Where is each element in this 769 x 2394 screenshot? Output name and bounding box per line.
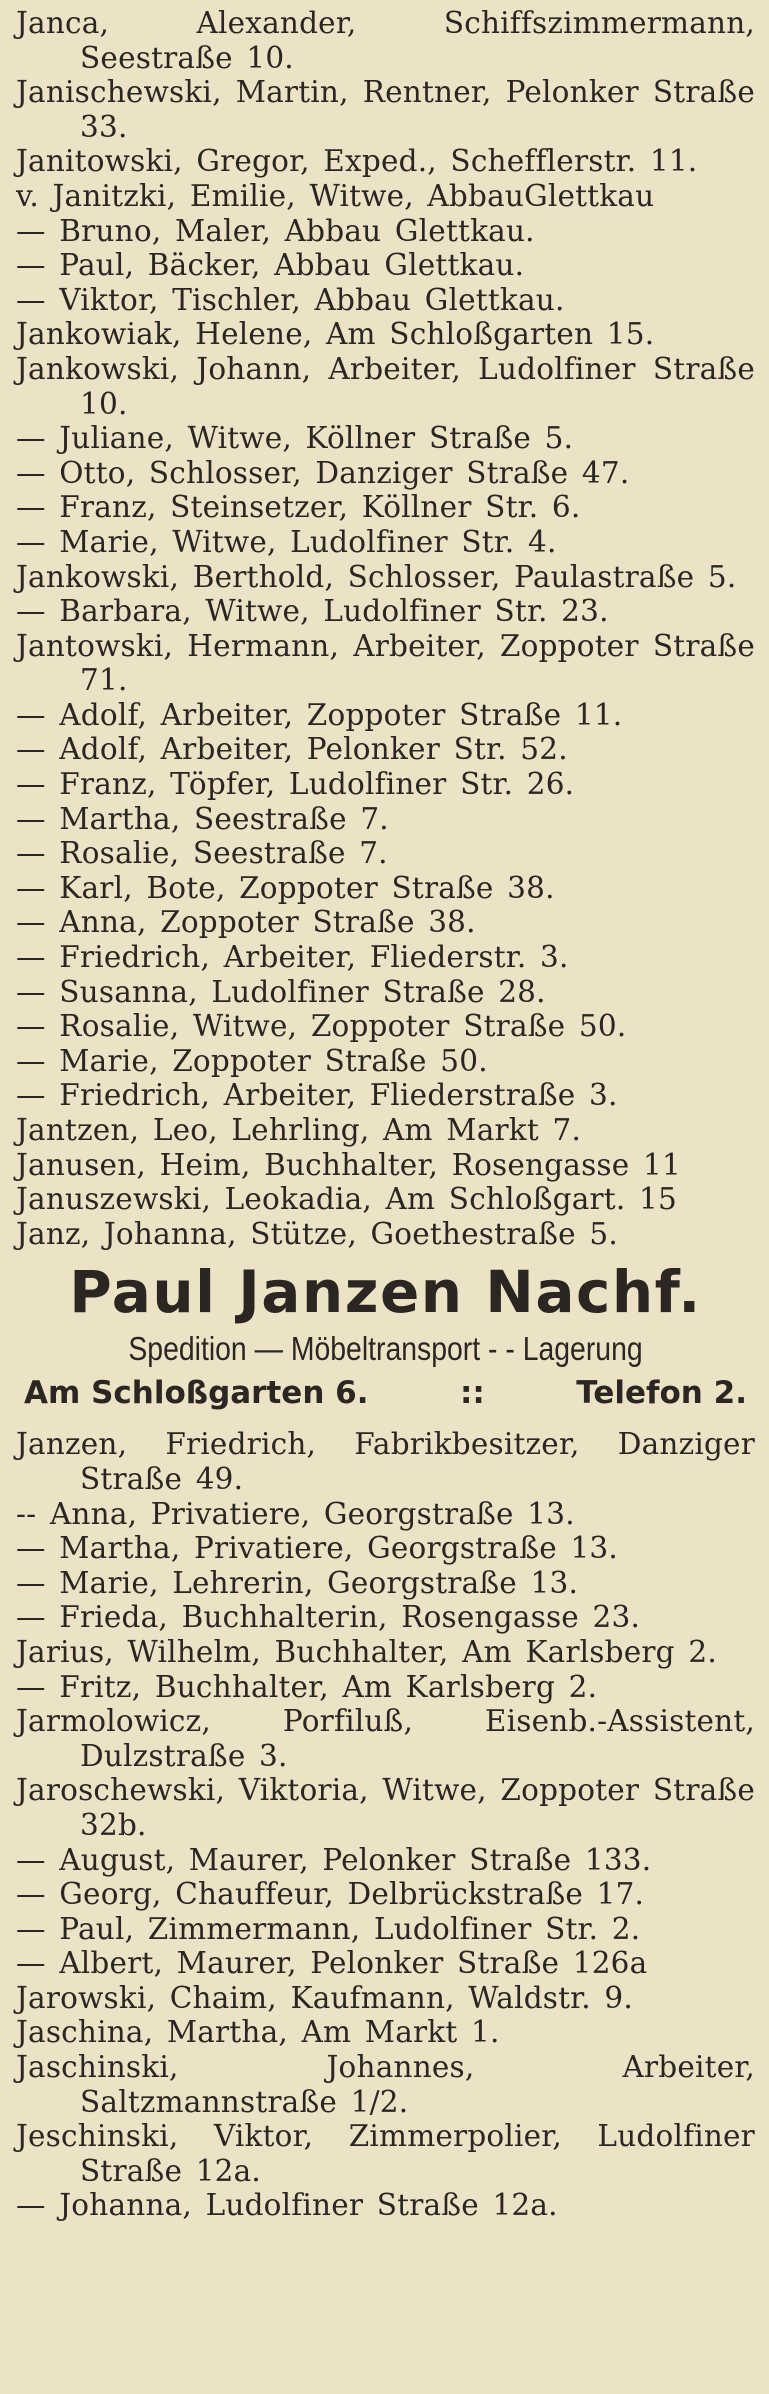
entry: Januszewski, Leokadia, Am Schloßgart. 15 [16,1182,677,1217]
ad-address: Am Schloßgarten 6. [24,1375,369,1412]
entry: — Adolf, Arbeiter, Pelonker Str. 52. [16,732,568,767]
entry: — Martha, Privatiere, Georgstraße 13. [16,1531,618,1566]
entry: Jankowiak, Helene, Am Schloßgarten 15. [16,317,655,352]
entry: Jankowski, Johann, Arbeiter, Ludolfiner Straße 10. [16,351,755,421]
entry: — Marie, Witwe, Ludolfiner Str. 4. [16,524,557,559]
entry: — Otto, Schlosser, Danziger Straße 47. [16,455,630,490]
entries-before [16,6,755,1251]
entry: Jantzen, Leo, Lehrling, Am Markt 7. [16,1113,582,1147]
ad-phone: Telefon 2. [576,1375,747,1412]
entry: Jantowski, Hermann, Arbeiter, Zoppoter Straße 71. [16,628,755,698]
entry: Jaschina, Martha, Am Markt 1. [16,2015,500,2050]
entry: — Georg, Chauffeur, Delbrückstraße 17. [16,1877,645,1912]
entry: Jarius, Wilhelm, Buchhalter, Am Karlsberg 2. [16,1634,717,1669]
entries-after [16,1427,755,2223]
entry: — Barbara, Witwe, Ludolfiner Str. 23. [16,594,609,629]
entry: Janz, Johanna, Stütze, Goethestraße 5. [16,1216,618,1251]
entry: — August, Maurer, Pelonker Straße 133. [16,1842,652,1877]
entry: Janzen, Friedrich, Fabrikbesitzer, Danziger Straße 49. [16,1427,755,1496]
entry: Janischewski, Martin, Rentner, Pelonker Straße 33. [16,75,755,144]
entry: Jarowski, Chaim, Kaufmann, Waldstr. 9. [16,1980,633,2015]
ad-separator: :: [460,1375,485,1412]
entry: Janitowski, Gregor, Exped., Schefflerstr. 11. [16,144,698,179]
entry: v. Janitzki, Emilie, Witwe, AbbauGlettkau [16,178,655,213]
entry: Jaroschewski, Viktoria, Witwe, Zoppoter Straße 32b. [16,1773,755,1842]
ad-services: Spedition — Möbeltransport - - Lagerung [128,1330,643,1368]
entry: — Johanna, Ludolfiner Straße 12a. [16,2188,558,2223]
entry: — Fritz, Buchhalter, Am Karlsberg 2. [16,1669,598,1704]
entry: Janca, Alexander, Schiffszimmermann, Seestraße 10. [16,6,755,75]
entry: — Marie, Lehrerin, Georgstraße 13. [16,1565,579,1600]
entry: — Friedrich, Arbeiter, Fliederstraße 3. [16,1078,618,1113]
advertisement [16,1257,755,1415]
entry: — Juliane, Witwe, Köllner Straße 5. [16,421,574,456]
entry: — Frieda, Buchhalterin, Rosengasse 23. [16,1600,641,1635]
entry: Jeschinski, Viktor, Zimmerpolier, Ludolfiner Straße 12a. [16,2119,755,2188]
entry: — Marie, Zoppoter Straße 50. [16,1043,488,1078]
entry: — Friedrich, Arbeiter, Fliederstr. 3. [16,940,569,975]
entry: — Susanna, Ludolfiner Straße 28. [16,974,546,1009]
entry: Jaschinski, Johannes, Arbeiter, Saltzmannstraße 1/2. [16,2050,755,2119]
entry: Jankowski, Berthold, Schlosser, Paulastraße 5. [16,559,737,594]
entry: — Paul, Zimmermann, Ludolfiner Str. 2. [16,1911,641,1946]
ad-company-name: Paul Janzen Nachf. [69,1258,702,1327]
ad-address-line [16,1371,755,1415]
entry: Jarmolowicz, Porfiluß, Eisenb.-Assistent, Dulzstraße 3. [16,1704,755,1773]
entry: — Karl, Bote, Zoppoter Straße 38. [16,870,555,905]
entry: -- Anna, Privatiere, Georgstraße 13. [16,1496,575,1531]
entry: — Adolf, Arbeiter, Zoppoter Straße 11. [16,697,623,732]
entry: — Bruno, Maler, Abbau Glettkau. [16,213,535,248]
entry: Janusen, Heim, Buchhalter, Rosengasse 11 [16,1147,681,1182]
entry: — Viktor, Tischler, Abbau Glettkau. [16,282,565,317]
entry: — Anna, Zoppoter Straße 38. [16,905,476,940]
entry: — Rosalie, Witwe, Zoppoter Straße 50. [16,1009,627,1044]
entry: — Martha, Seestraße 7. [16,801,389,836]
entry: — Rosalie, Seestraße 7. [16,836,388,871]
entry: — Franz, Steinsetzer, Köllner Str. 6. [16,490,581,525]
entry: — Albert, Maurer, Pelonker Straße 126a [16,1946,648,1981]
entry: — Paul, Bäcker, Abbau Glettkau. [16,248,525,283]
entry: — Franz, Töpfer, Ludolfiner Str. 26. [16,767,575,802]
